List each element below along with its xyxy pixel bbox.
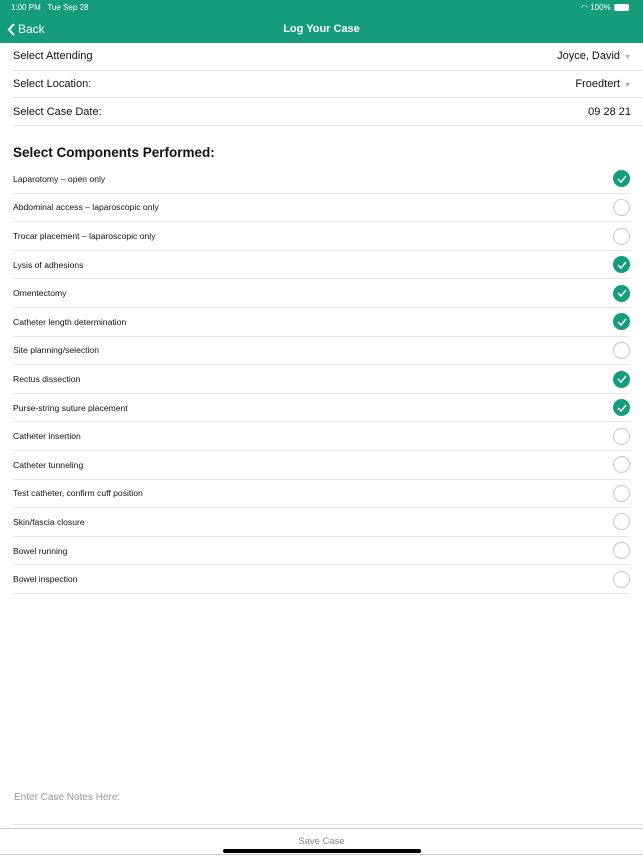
empty-circle-icon[interactable] xyxy=(613,228,630,245)
divider xyxy=(13,824,643,825)
component-label: Catheter tunneling xyxy=(13,459,84,470)
empty-circle-icon[interactable] xyxy=(613,485,630,502)
component-label: Skin/fascia closure xyxy=(13,516,85,527)
field-label: Select Attending xyxy=(13,50,93,63)
component-item[interactable] xyxy=(13,222,630,251)
checkmark-circle-icon[interactable] xyxy=(613,371,630,388)
component-item[interactable] xyxy=(13,537,630,566)
field-label: Select Location: xyxy=(13,78,92,91)
status-time: 1:00 PM xyxy=(11,3,41,12)
component-item[interactable] xyxy=(13,451,630,480)
battery-icon xyxy=(614,4,629,11)
component-item[interactable] xyxy=(13,279,630,308)
field-value[interactable] xyxy=(575,78,631,90)
component-item[interactable] xyxy=(13,422,630,451)
empty-circle-icon[interactable] xyxy=(613,456,630,473)
checkmark-circle-icon[interactable] xyxy=(613,285,630,302)
save-case-button[interactable]: Save Case xyxy=(0,828,643,855)
field-value[interactable] xyxy=(557,50,631,62)
checkmark-circle-icon[interactable] xyxy=(613,256,630,273)
field-label: Select Case Date: xyxy=(13,105,102,118)
component-label: Lysis of adhesions xyxy=(13,259,84,270)
component-item[interactable] xyxy=(13,394,630,423)
component-label: Catheter insertion xyxy=(13,431,81,442)
component-label: Test catheter, confirm cuff position xyxy=(13,488,143,499)
header xyxy=(0,0,643,43)
back-label: Back xyxy=(18,22,45,36)
component-label: Laparotomy – open only xyxy=(13,173,106,184)
wifi-icon: ◠ xyxy=(581,3,588,12)
empty-circle-icon[interactable] xyxy=(613,342,630,359)
component-item[interactable] xyxy=(13,565,630,594)
home-indicator xyxy=(223,849,421,853)
component-item[interactable] xyxy=(13,508,630,537)
component-label: Bowel running xyxy=(13,545,68,556)
component-label: Omentectomy xyxy=(13,288,67,299)
empty-circle-icon[interactable] xyxy=(613,199,630,216)
component-item[interactable] xyxy=(13,165,630,194)
component-item[interactable] xyxy=(13,194,630,223)
field-value-text: Froedtert xyxy=(575,78,621,91)
component-label: Bowel inspection xyxy=(13,574,78,585)
status-date: Tue Sep 28 xyxy=(47,3,89,12)
empty-circle-icon[interactable] xyxy=(613,542,630,559)
component-item[interactable] xyxy=(13,480,630,509)
component-item[interactable] xyxy=(13,308,630,337)
field-row-1[interactable] xyxy=(13,71,643,99)
component-item[interactable] xyxy=(13,365,630,394)
component-label: Catheter length determination xyxy=(13,316,127,327)
component-label: Abdominal access – laparoscopic only xyxy=(13,202,159,213)
empty-circle-icon[interactable] xyxy=(613,571,630,588)
field-value-text: Joyce, David xyxy=(557,50,621,63)
page-title: Log Your Case xyxy=(283,23,360,35)
case-notes-input[interactable]: Enter Case Notes Here: xyxy=(14,792,121,803)
checkmark-circle-icon[interactable] xyxy=(613,399,630,416)
component-label: Trocar placement – laparoscopic only xyxy=(13,231,156,242)
component-label: Rectus dissection xyxy=(13,374,81,385)
checkmark-circle-icon[interactable] xyxy=(613,313,630,330)
component-label: Site planning/selection xyxy=(13,345,99,356)
component-label: Purse-string suture placement xyxy=(13,402,128,413)
field-value[interactable] xyxy=(588,106,631,118)
battery-level: 100% xyxy=(590,3,611,12)
empty-circle-icon[interactable] xyxy=(613,513,630,530)
field-row-2[interactable] xyxy=(13,98,643,126)
empty-circle-icon[interactable] xyxy=(613,428,630,445)
components-heading: Select Components Performed: xyxy=(13,145,215,161)
caret-down-icon: ▼ xyxy=(624,82,631,90)
caret-down-icon: ▼ xyxy=(624,54,631,62)
status-bar xyxy=(11,3,611,12)
component-item[interactable] xyxy=(13,251,630,280)
field-row-0[interactable] xyxy=(13,43,643,71)
field-value-text: 09 28 21 xyxy=(588,105,631,118)
component-item[interactable] xyxy=(13,337,630,366)
checkmark-circle-icon[interactable] xyxy=(613,170,630,187)
